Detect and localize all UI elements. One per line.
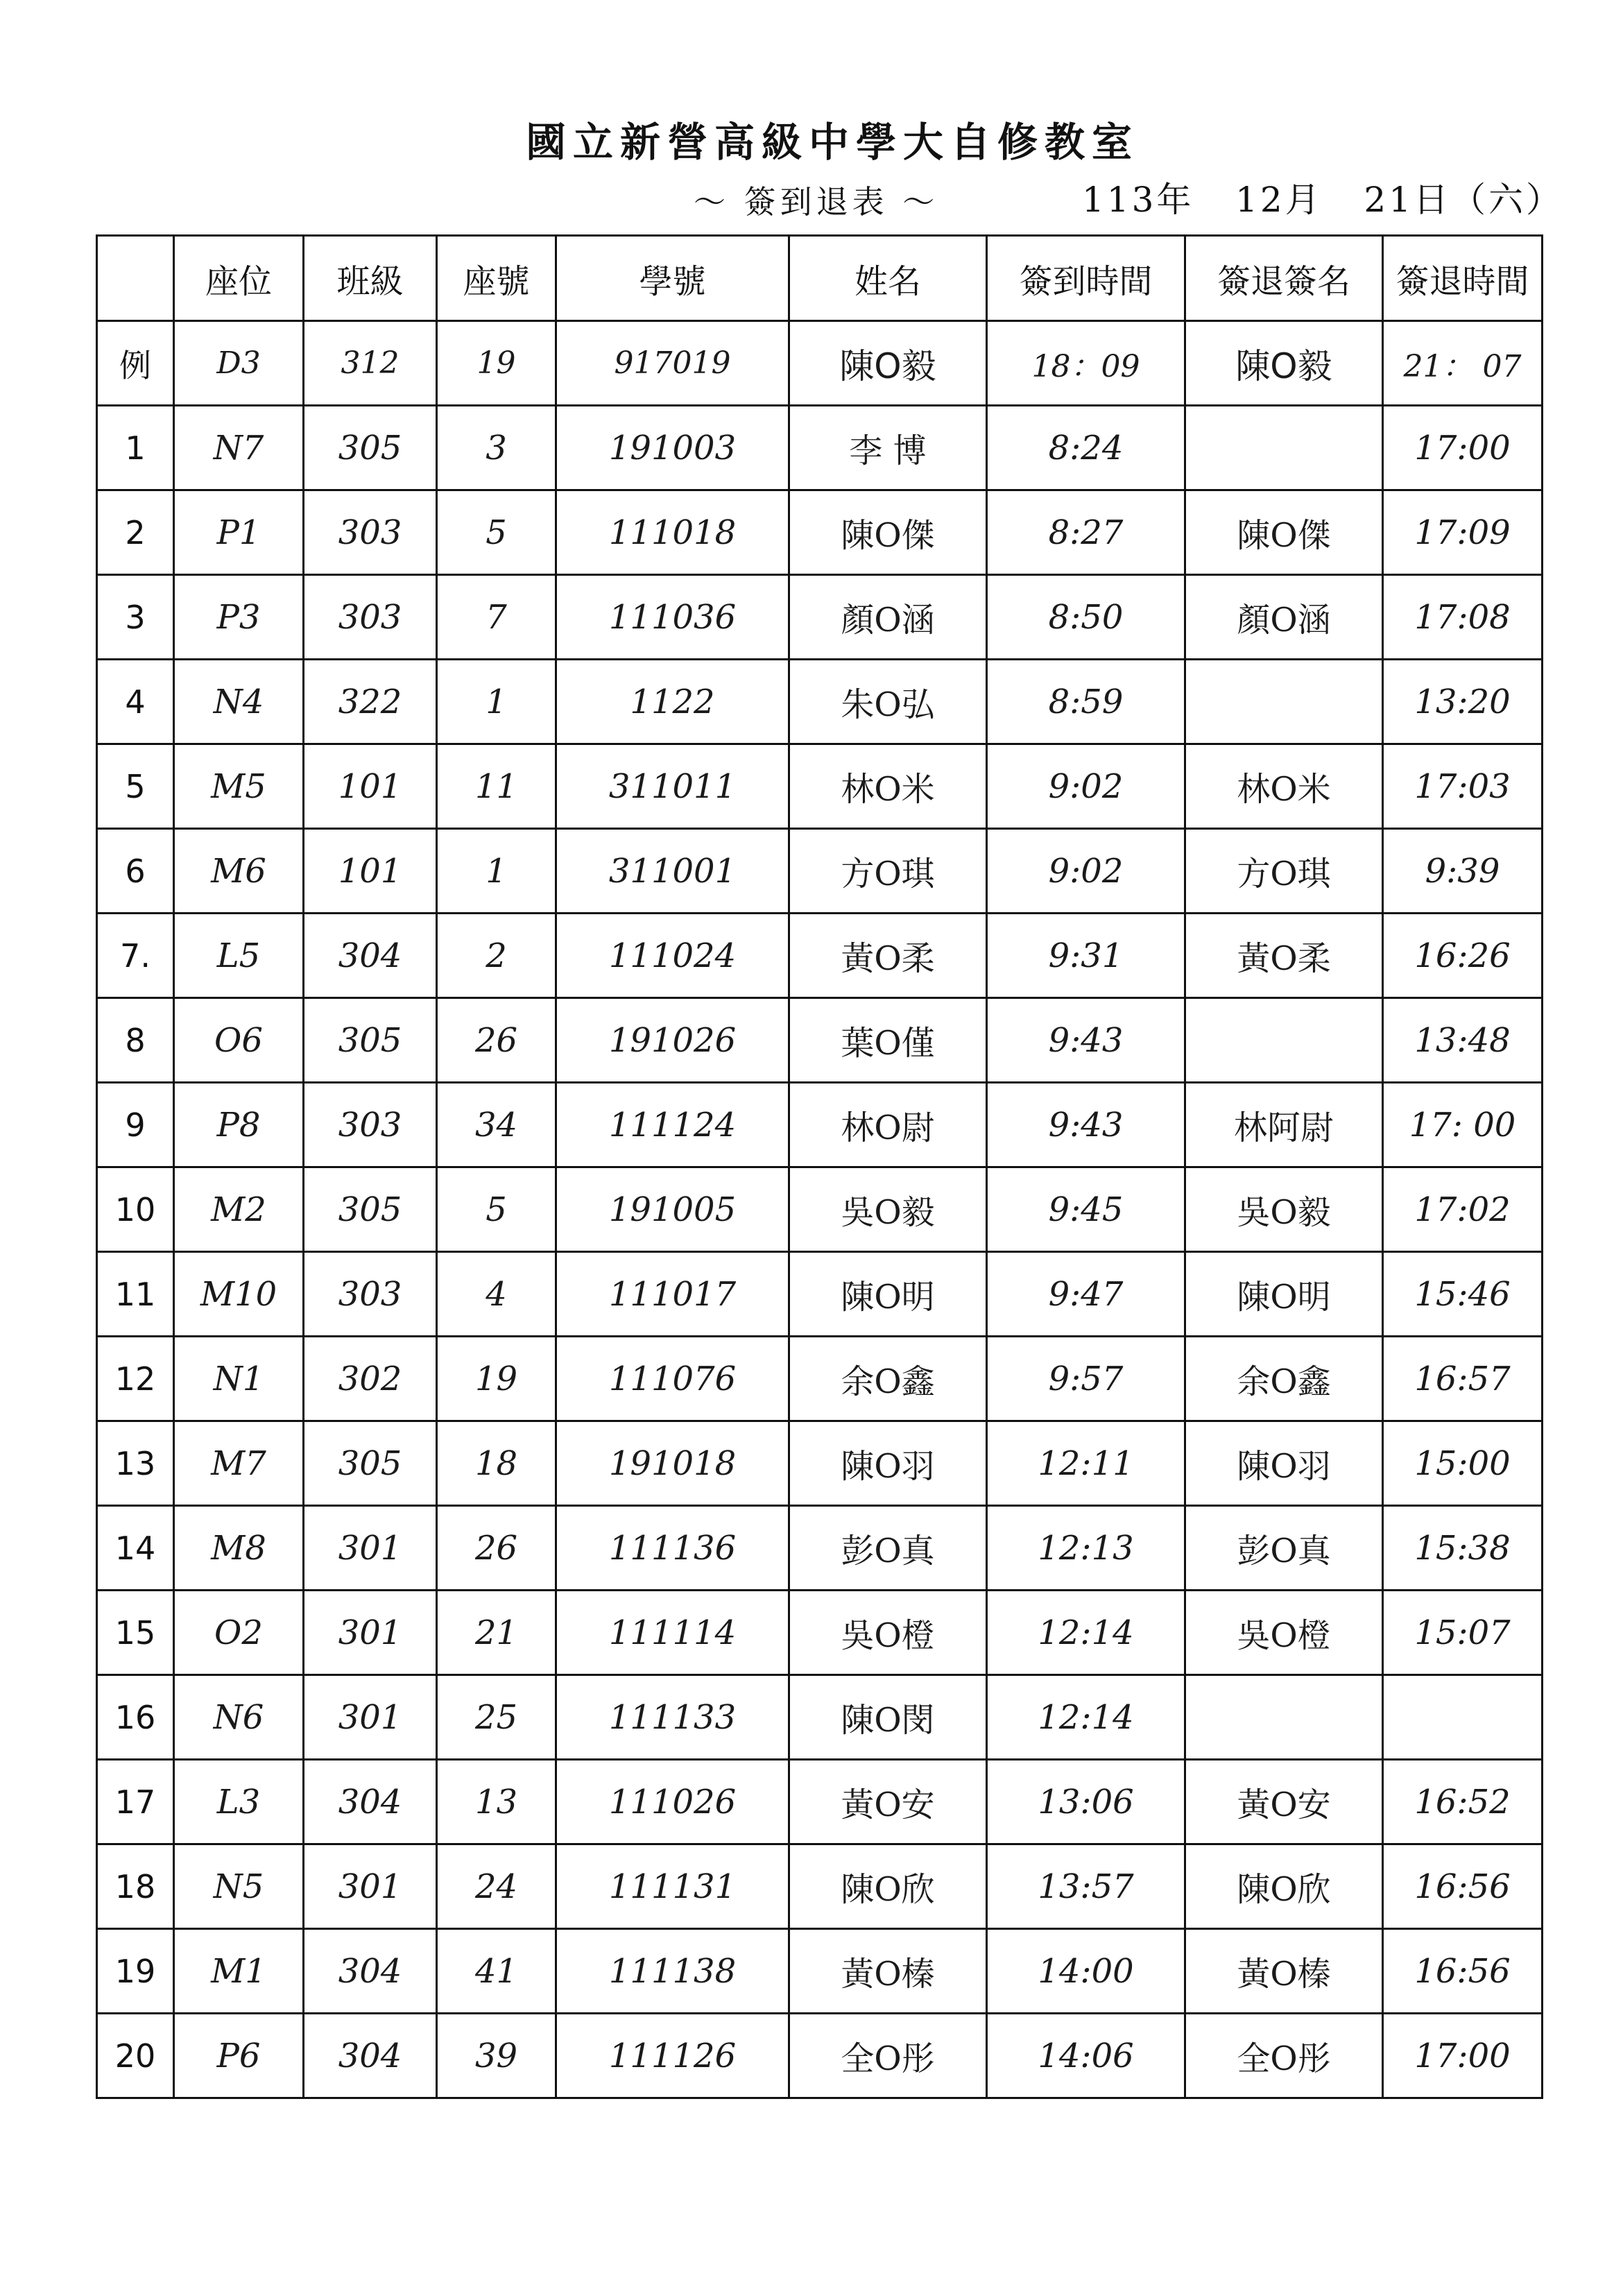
sign-out-time-cell: 15:46 xyxy=(1383,1252,1543,1337)
table-row xyxy=(97,660,1543,744)
seat-number-cell: 18 xyxy=(437,1421,556,1506)
document-date: 113年 12月 21日（六） xyxy=(1082,180,1564,220)
seat-cell: N6 xyxy=(174,1675,304,1760)
sign-out-signature-cell: 吳O毅 xyxy=(1185,1167,1383,1252)
header-index xyxy=(97,236,174,321)
header-class: 班級 xyxy=(304,236,437,321)
name-cell: 黃O榛 xyxy=(789,1929,987,2014)
name-cell: 林O尉 xyxy=(789,1083,987,1167)
sign-out-signature-cell xyxy=(1185,1675,1383,1760)
seat-number-cell: 1 xyxy=(437,660,556,744)
header-sign-in-time: 簽到時間 xyxy=(987,236,1185,321)
seat-number-cell: 13 xyxy=(437,1760,556,1844)
row-number: 12 xyxy=(97,1337,174,1421)
sign-in-time-cell: 8:59 xyxy=(987,660,1185,744)
sign-in-time-cell: 9:02 xyxy=(987,829,1185,914)
seat-number-cell: 24 xyxy=(437,1844,556,1929)
name-cell: 陳O羽 xyxy=(789,1421,987,1506)
sign-out-signature-cell: 黃O榛 xyxy=(1185,1929,1383,2014)
table-row xyxy=(97,1167,1543,1252)
class-cell: 303 xyxy=(304,1083,437,1167)
table-row xyxy=(97,1929,1543,2014)
class-cell: 304 xyxy=(304,1760,437,1844)
row-number: 7. xyxy=(97,914,174,998)
sign-out-time-cell: 9:39 xyxy=(1383,829,1543,914)
seat-number-cell: 26 xyxy=(437,998,556,1083)
class-cell: 301 xyxy=(304,1506,437,1591)
sign-out-signature-cell: 方O琪 xyxy=(1185,829,1383,914)
name-cell: 黃O安 xyxy=(789,1760,987,1844)
row-number: 15 xyxy=(97,1591,174,1675)
seat-number-cell: 19 xyxy=(437,321,556,406)
sign-out-time-cell: 15:07 xyxy=(1383,1591,1543,1675)
sign-in-time-cell: 8:50 xyxy=(987,575,1185,660)
seat-number-cell: 7 xyxy=(437,575,556,660)
table-row xyxy=(97,744,1543,829)
sign-out-time-cell: 15:38 xyxy=(1383,1506,1543,1591)
seat-cell: N4 xyxy=(174,660,304,744)
seat-number-cell: 3 xyxy=(437,406,556,490)
header-name: 姓名 xyxy=(789,236,987,321)
sign-out-time-cell: 16:52 xyxy=(1383,1760,1543,1844)
sign-out-signature-cell xyxy=(1185,998,1383,1083)
student-id-cell: 191018 xyxy=(556,1421,789,1506)
class-cell: 305 xyxy=(304,1167,437,1252)
name-cell: 全O彤 xyxy=(789,2014,987,2098)
name-cell: 林O米 xyxy=(789,744,987,829)
row-number: 17 xyxy=(97,1760,174,1844)
student-id-cell: 111036 xyxy=(556,575,789,660)
student-id-cell: 111131 xyxy=(556,1844,789,1929)
row-number: 10 xyxy=(97,1167,174,1252)
seat-cell: L3 xyxy=(174,1760,304,1844)
seat-number-cell: 25 xyxy=(437,1675,556,1760)
seat-number-cell: 39 xyxy=(437,2014,556,2098)
sign-out-time-cell: 15:00 xyxy=(1383,1421,1543,1506)
name-cell: 陳O閔 xyxy=(789,1675,987,1760)
student-id-cell: 311011 xyxy=(556,744,789,829)
class-cell: 312 xyxy=(304,321,437,406)
class-cell: 301 xyxy=(304,1844,437,1929)
seat-cell: M6 xyxy=(174,829,304,914)
header-sign-out-time: 簽退時間 xyxy=(1383,236,1543,321)
sign-out-time-cell: 16:57 xyxy=(1383,1337,1543,1421)
document-subtitle: ～ 簽到退表 ～ xyxy=(694,183,939,221)
student-id-cell: 111076 xyxy=(556,1337,789,1421)
class-cell: 303 xyxy=(304,490,437,575)
name-cell: 余O鑫 xyxy=(789,1337,987,1421)
name-cell: 吳O毅 xyxy=(789,1167,987,1252)
student-id-cell: 111114 xyxy=(556,1591,789,1675)
table-row xyxy=(97,1844,1543,1929)
table-row xyxy=(97,1675,1543,1760)
header-seat: 座位 xyxy=(174,236,304,321)
seat-cell: M2 xyxy=(174,1167,304,1252)
row-number: 1 xyxy=(97,406,174,490)
sign-out-signature-cell: 林阿尉 xyxy=(1185,1083,1383,1167)
student-id-cell: 191003 xyxy=(556,406,789,490)
row-number: 14 xyxy=(97,1506,174,1591)
row-number: 6 xyxy=(97,829,174,914)
sign-out-signature-cell: 陳O羽 xyxy=(1185,1421,1383,1506)
student-id-cell: 111126 xyxy=(556,2014,789,2098)
seat-number-cell: 5 xyxy=(437,1167,556,1252)
table-row xyxy=(97,1337,1543,1421)
name-cell: 陳O明 xyxy=(789,1252,987,1337)
sign-in-time-cell: 14:06 xyxy=(987,2014,1185,2098)
seat-number-cell: 21 xyxy=(437,1591,556,1675)
sign-out-time-cell: 17:02 xyxy=(1383,1167,1543,1252)
class-cell: 305 xyxy=(304,998,437,1083)
sign-out-signature-cell: 彭O真 xyxy=(1185,1506,1383,1591)
header-student-id: 學號 xyxy=(556,236,789,321)
seat-cell: D3 xyxy=(174,321,304,406)
name-cell: 李 博 xyxy=(789,406,987,490)
class-cell: 302 xyxy=(304,1337,437,1421)
table-row xyxy=(97,1760,1543,1844)
name-cell: 吳O橙 xyxy=(789,1591,987,1675)
table-row xyxy=(97,1421,1543,1506)
table-row xyxy=(97,1083,1543,1167)
table-row xyxy=(97,829,1543,914)
student-id-cell: 311001 xyxy=(556,829,789,914)
student-id-cell: 111133 xyxy=(556,1675,789,1760)
student-id-cell: 917019 xyxy=(556,321,789,406)
sign-out-signature-cell: 陳O欣 xyxy=(1185,1844,1383,1929)
sign-out-time-cell: 13:20 xyxy=(1383,660,1543,744)
seat-number-cell: 11 xyxy=(437,744,556,829)
student-id-cell: 111017 xyxy=(556,1252,789,1337)
seat-cell: M7 xyxy=(174,1421,304,1506)
seat-cell: O6 xyxy=(174,998,304,1083)
table-row xyxy=(97,1506,1543,1591)
sign-in-out-table xyxy=(96,234,1543,2099)
row-number: 4 xyxy=(97,660,174,744)
class-cell: 304 xyxy=(304,2014,437,2098)
class-cell: 305 xyxy=(304,1421,437,1506)
class-cell: 303 xyxy=(304,575,437,660)
sign-out-signature-cell xyxy=(1185,660,1383,744)
row-number: 2 xyxy=(97,490,174,575)
example-row xyxy=(97,321,1543,406)
sign-in-time-cell: 12:14 xyxy=(987,1675,1185,1760)
seat-cell: M5 xyxy=(174,744,304,829)
table-row xyxy=(97,406,1543,490)
class-cell: 305 xyxy=(304,406,437,490)
seat-cell: P3 xyxy=(174,575,304,660)
sign-in-time-cell: 9:02 xyxy=(987,744,1185,829)
name-cell: 葉O僅 xyxy=(789,998,987,1083)
sign-in-time-cell: 9:43 xyxy=(987,1083,1185,1167)
sign-out-signature-cell: 陳O明 xyxy=(1185,1252,1383,1337)
sign-in-time-cell: 9:47 xyxy=(987,1252,1185,1337)
name-cell: 陳O傑 xyxy=(789,490,987,575)
student-id-cell: 111026 xyxy=(556,1760,789,1844)
header-sign-out-signature: 簽退簽名 xyxy=(1185,236,1383,321)
seat-number-cell: 1 xyxy=(437,829,556,914)
class-cell: 301 xyxy=(304,1675,437,1760)
table-row xyxy=(97,1252,1543,1337)
sign-in-time-cell: 18：09 xyxy=(987,321,1185,406)
row-number: 5 xyxy=(97,744,174,829)
table-row xyxy=(97,1591,1543,1675)
seat-number-cell: 19 xyxy=(437,1337,556,1421)
student-id-cell: 111018 xyxy=(556,490,789,575)
sign-out-time-cell: 13:48 xyxy=(1383,998,1543,1083)
sign-out-time-cell: 16:56 xyxy=(1383,1929,1543,2014)
student-id-cell: 191026 xyxy=(556,998,789,1083)
name-cell: 陳O毅 xyxy=(789,321,987,406)
class-cell: 303 xyxy=(304,1252,437,1337)
class-cell: 301 xyxy=(304,1591,437,1675)
sign-out-time-cell: 21： 07 xyxy=(1383,321,1543,406)
sign-in-time-cell: 12:14 xyxy=(987,1591,1185,1675)
row-number: 18 xyxy=(97,1844,174,1929)
sign-out-time-cell: 16:26 xyxy=(1383,914,1543,998)
seat-cell: P8 xyxy=(174,1083,304,1167)
class-cell: 101 xyxy=(304,744,437,829)
seat-number-cell: 41 xyxy=(437,1929,556,2014)
name-cell: 顏O涵 xyxy=(789,575,987,660)
seat-number-cell: 4 xyxy=(437,1252,556,1337)
class-cell: 322 xyxy=(304,660,437,744)
table-header-row xyxy=(97,236,1543,321)
student-id-cell: 111024 xyxy=(556,914,789,998)
name-cell: 方O琪 xyxy=(789,829,987,914)
name-cell: 黃O柔 xyxy=(789,914,987,998)
sign-out-time-cell: 17:00 xyxy=(1383,2014,1543,2098)
row-number: 9 xyxy=(97,1083,174,1167)
sign-out-time-cell: 16:56 xyxy=(1383,1844,1543,1929)
seat-cell: N7 xyxy=(174,406,304,490)
student-id-cell: 111136 xyxy=(556,1506,789,1591)
seat-number-cell: 34 xyxy=(437,1083,556,1167)
seat-cell: N5 xyxy=(174,1844,304,1929)
seat-cell: N1 xyxy=(174,1337,304,1421)
class-cell: 304 xyxy=(304,914,437,998)
header-seat-number: 座號 xyxy=(437,236,556,321)
seat-number-cell: 26 xyxy=(437,1506,556,1591)
sign-out-time-cell: 17: 00 xyxy=(1383,1083,1543,1167)
sign-out-signature-cell: 陳O傑 xyxy=(1185,490,1383,575)
document-title: 國立新營高級中學大自修教室 xyxy=(525,119,1139,166)
sign-in-time-cell: 9:43 xyxy=(987,998,1185,1083)
sign-out-signature-cell: 陳O毅 xyxy=(1185,321,1383,406)
name-cell: 彭O真 xyxy=(789,1506,987,1591)
table-row xyxy=(97,490,1543,575)
sign-out-time-cell: 17:00 xyxy=(1383,406,1543,490)
row-number: 3 xyxy=(97,575,174,660)
sign-in-time-cell: 8:27 xyxy=(987,490,1185,575)
seat-number-cell: 2 xyxy=(437,914,556,998)
seat-cell: M10 xyxy=(174,1252,304,1337)
seat-cell: M8 xyxy=(174,1506,304,1591)
row-number: 20 xyxy=(97,2014,174,2098)
table-row xyxy=(97,998,1543,1083)
seat-cell: M1 xyxy=(174,1929,304,2014)
seat-cell: L5 xyxy=(174,914,304,998)
row-number: 13 xyxy=(97,1421,174,1506)
sign-out-signature-cell: 全O彤 xyxy=(1185,2014,1383,2098)
name-cell: 朱O弘 xyxy=(789,660,987,744)
sign-out-signature-cell: 顏O涵 xyxy=(1185,575,1383,660)
sign-in-time-cell: 12:11 xyxy=(987,1421,1185,1506)
sign-in-time-cell: 9:45 xyxy=(987,1167,1185,1252)
sign-out-time-cell xyxy=(1383,1675,1543,1760)
seat-cell: P1 xyxy=(174,490,304,575)
student-id-cell: 111138 xyxy=(556,1929,789,2014)
sign-out-time-cell: 17:09 xyxy=(1383,490,1543,575)
sign-out-signature-cell: 黃O柔 xyxy=(1185,914,1383,998)
sign-in-time-cell: 9:31 xyxy=(987,914,1185,998)
sign-in-time-cell: 12:13 xyxy=(987,1506,1185,1591)
row-number: 例 xyxy=(97,321,174,406)
sign-in-time-cell: 8:24 xyxy=(987,406,1185,490)
row-number: 11 xyxy=(97,1252,174,1337)
table-row xyxy=(97,914,1543,998)
sign-out-signature-cell: 吳O橙 xyxy=(1185,1591,1383,1675)
sign-in-time-cell: 9:57 xyxy=(987,1337,1185,1421)
sign-out-signature-cell: 黃O安 xyxy=(1185,1760,1383,1844)
sign-out-signature-cell: 林O米 xyxy=(1185,744,1383,829)
sign-in-time-cell: 13:06 xyxy=(987,1760,1185,1844)
sign-out-signature-cell: 余O鑫 xyxy=(1185,1337,1383,1421)
name-cell: 陳O欣 xyxy=(789,1844,987,1929)
table-row xyxy=(97,575,1543,660)
sign-in-time-cell: 13:57 xyxy=(987,1844,1185,1929)
student-id-cell: 191005 xyxy=(556,1167,789,1252)
class-cell: 304 xyxy=(304,1929,437,2014)
table-row xyxy=(97,2014,1543,2098)
seat-number-cell: 5 xyxy=(437,490,556,575)
student-id-cell: 111124 xyxy=(556,1083,789,1167)
row-number: 8 xyxy=(97,998,174,1083)
sign-out-time-cell: 17:08 xyxy=(1383,575,1543,660)
sign-out-time-cell: 17:03 xyxy=(1383,744,1543,829)
seat-cell: P6 xyxy=(174,2014,304,2098)
row-number: 19 xyxy=(97,1929,174,2014)
row-number: 16 xyxy=(97,1675,174,1760)
sign-in-time-cell: 14:00 xyxy=(987,1929,1185,2014)
seat-cell: O2 xyxy=(174,1591,304,1675)
class-cell: 101 xyxy=(304,829,437,914)
sign-out-signature-cell xyxy=(1185,406,1383,490)
student-id-cell: 1122 xyxy=(556,660,789,744)
